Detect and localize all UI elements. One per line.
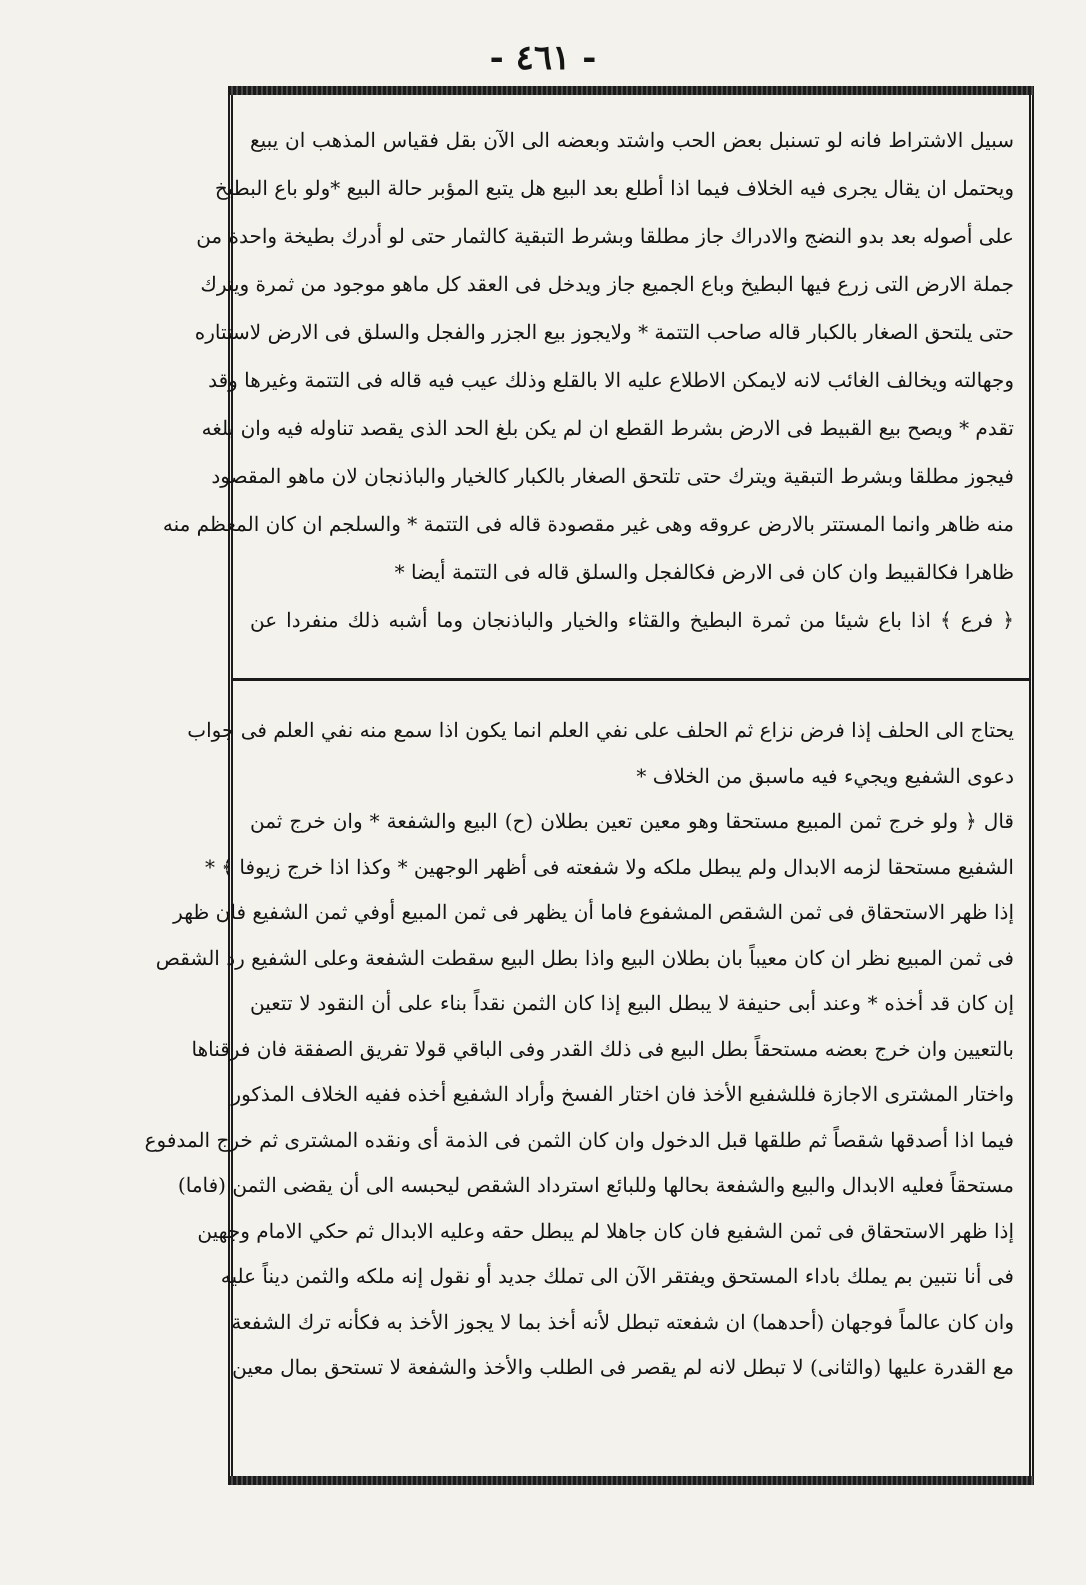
main-text-line: دعوى الشفيع ويجيء فيه ماسبق من الخلاف *: [636, 763, 1014, 788]
main-text-line: واختار المشترى الاجازة فللشفيع الأخذ فان اختار الفسخ وأراد الشفيع أخذه ففيه الخلاف المذكور: [231, 1082, 1014, 1106]
main-text-line: يحتاج الى الحلف إذا فرض نزاع ثم الحلف على نفي العلم انما يكون اذا سمع منه نفي العلم فى جواب: [187, 718, 1014, 742]
commentary-line: ﴿ فرع ﴾ اذا باع شيئا من ثمرة البطيخ والقثاء والخيار والباذنجان وما أشبه ذلك منفردا عن: [250, 608, 1014, 632]
commentary-line: وجهالته ويخالف الغائب لانه لايمكن الاطلاع عليه الا بالقلع وذلك عيب فيه قاله فى التتمة وغيرها وقد: [208, 368, 1014, 392]
top-border-rule: [228, 86, 1034, 95]
main-text-line: مع القدرة عليها (والثانى) لا تبطل لانه لم يقصر فى الطلب والأخذ والشفعة لا تستحق بمال معين: [232, 1355, 1014, 1379]
section-divider: [233, 678, 1029, 681]
main-text-line: وان كان عالماً فوجهان (أحدهما) ان شفعته تبطل لأنه أخذ بما لا يجوز الأخذ به فكأنه ترك الشفعة: [231, 1309, 1014, 1334]
commentary-line: حتى يلتحق الصغار بالكبار قاله صاحب التتمة * ولايجوز بيع الجزر والفجل والسلق فى الارض لاستتاره: [194, 320, 1014, 344]
commentary-line: ظاهرا فكالقبيط وان كان فى الارض فكالفجل والسلق قاله فى التتمة أيضا *: [394, 560, 1014, 584]
main-text-line: الشفيع مستحقا لزمه الابدال ولم يبطل ملكه ولا شفعته فى أظهر الوجهين * وكذا اذا خرج زيوفا ﴾ *: [204, 854, 1014, 879]
commentary-line: سبيل الاشتراط فانه لو تسنبل بعض الحب واشتد وبعضه الى الآن بقل فقياس المذهب ان يبيع: [250, 128, 1014, 152]
main-text-line: قال ﴿ ولو خرج ثمن المبيع مستحقا وهو معين تعين بطلان (ح) البيع والشفعة * وان خرج ثمن: [250, 809, 1014, 833]
main-text-line: إذا ظهر الاستحقاق فى ثمن الشقص المشفوع فاما أن يظهر فى ثمن المبيع أوفي ثمن الشفيع فان ظهر: [173, 900, 1014, 924]
commentary-line: على أصوله بعد بدو النضج والادراك جاز مطلقا وبشرط التبقية كالثمار حتى لو أدرك بطيخة واحدة من: [196, 224, 1014, 248]
main-text-line: إذا ظهر الاستحقاق فى ثمن الشفيع فان كان جاهلا لم يبطل حقه وعليه الابدال ثم حكي الامام وجهين: [197, 1218, 1014, 1243]
commentary-line: ويحتمل ان يقال يجرى فيه الخلاف فيما اذا أطلع بعد البيع هل يتبع المؤبر حالة البيع *ولو باع البطيخ: [214, 176, 1014, 200]
page-number: - ٤٦١ -: [489, 38, 597, 78]
bottom-border-rule: [228, 1476, 1034, 1485]
main-text-line: مستحقاً فعليه الابدال والبيع والشفعة بحالها وللبائع استرداد الشقص ليحبسه الى أن يقضى الثمن (فاما): [177, 1173, 1014, 1197]
main-text-section: [144, 708, 1014, 1391]
commentary-line: منه ظاهر وانما المستتر بالارض عروقه وهى غير مقصودة قاله فى التتمة * والسلجم ان كان المعظم منه: [162, 512, 1014, 536]
commentary-line: تقدم * ويصح بيع القبيط فى الارض بشرط القطع ان لم يكن بلغ الحد الذى يقصد تناوله فيه وان بلغه: [201, 416, 1014, 440]
main-text-line: بالتعيين وان خرج بعضه مستحقاً بطل البيع فى ذلك القدر وفى الباقي قولا تفريق الصفقة فان فرقناها: [191, 1036, 1014, 1061]
commentary-line: فيجوز مطلقا وبشرط التبقية ويترك حتى تلتحق الصغار بالكبار كالخيار والباذنجان لان ماهو المقصود: [211, 464, 1014, 488]
main-text-line: فى أنا نتبين بم يملك باداء المستحق ويفتقر الآن الى تملك جديد أو نقول إنه ملكه والثمن ديناً عليه: [220, 1264, 1014, 1288]
commentary-section: [162, 116, 1014, 644]
main-text-line: فى ثمن المبيع نظر ان كان معيباً بان بطلان البيع واذا بطل البيع سقطت الشفعة وعلى الشفيع رد الشقص: [155, 945, 1014, 970]
main-text-line: فيما اذا أصدقها شقصاً ثم طلقها قبل الدخول وان كان الثمن فى الذمة أى ونقده المشترى ثم خرج المدفوع: [144, 1127, 1014, 1152]
main-text-line: إن كان قد أخذه * وعند أبى حنيفة لا يبطل البيع إذا كان الثمن نقداً بناء على أن النقود لا تتعين: [250, 991, 1014, 1015]
commentary-line: جملة الارض التى زرع فيها البطيخ وباع الجميع جاز ويدخل فى العقد كل ماهو موجود من ثمرة ويترك: [200, 272, 1014, 296]
